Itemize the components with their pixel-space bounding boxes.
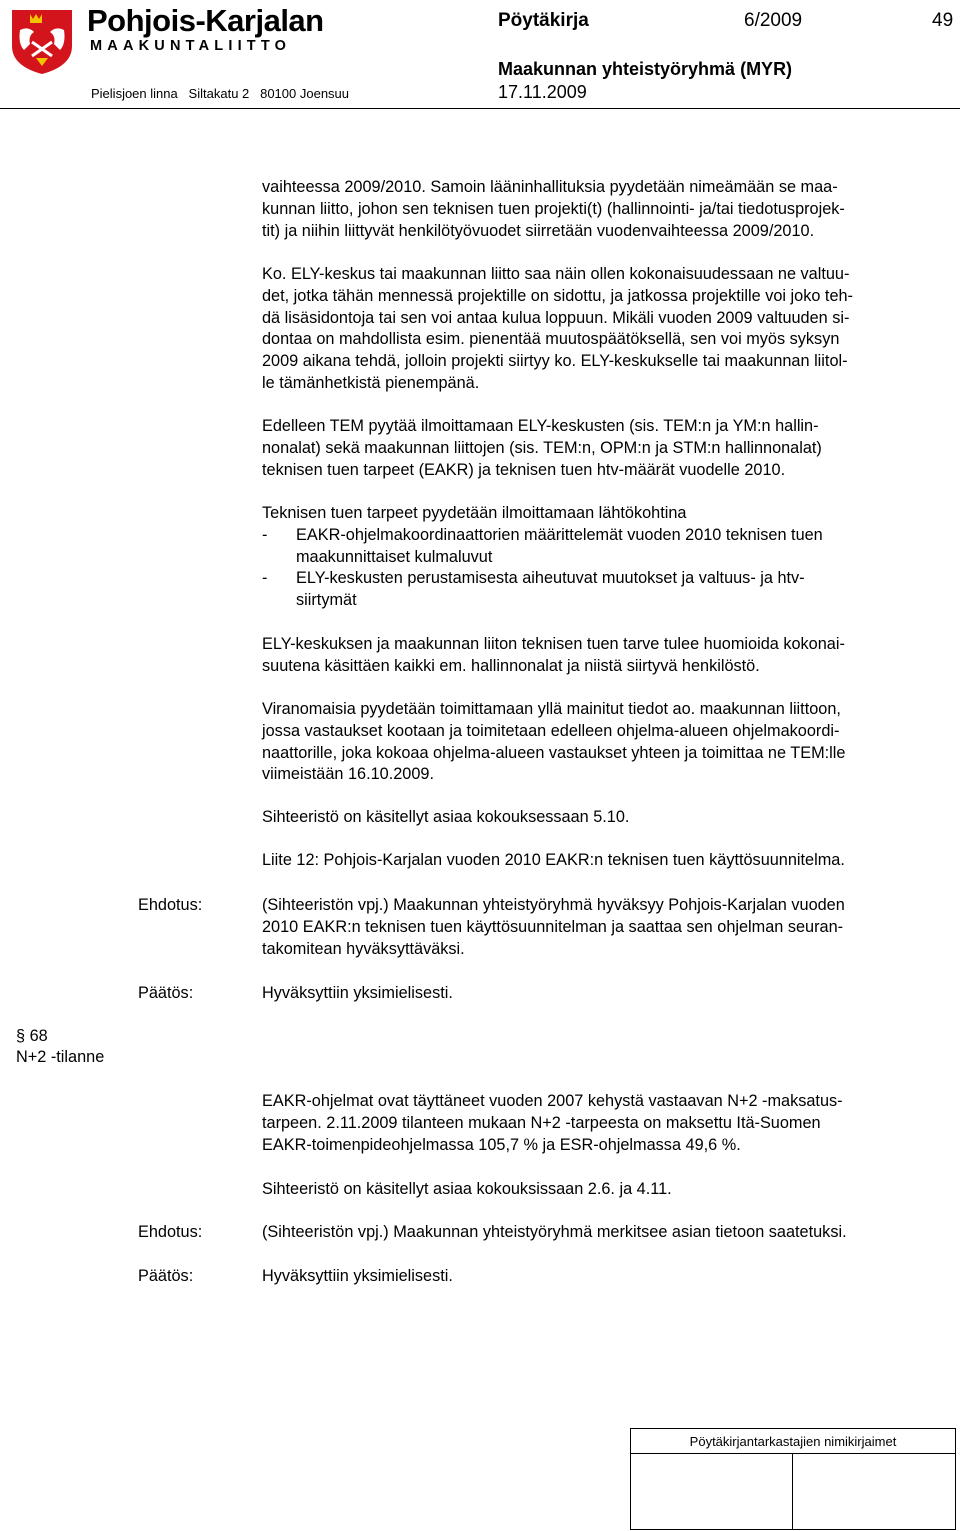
text-line: naattorille, joka kokoaa ohjelma-alueen vastaukset yhteen ja toimittaa ne TEM:lle bbox=[262, 743, 846, 762]
text-line: det, jotka tähän mennessä projektille on sidottu, ja jatkossa projektille voi joko teh- bbox=[262, 286, 853, 305]
document-type: Pöytäkirja bbox=[498, 10, 589, 31]
text-line: Viranomaisia pyydetään toimittamaan yllä mainitut tiedot ao. maakunnan liittoon, bbox=[262, 700, 841, 718]
text-line: viimeistään 16.10.2009. bbox=[262, 765, 434, 784]
paragraph-5 bbox=[262, 634, 845, 678]
list-dash: - bbox=[262, 525, 268, 544]
list-item bbox=[262, 568, 823, 590]
text-line: maakunnittaiset kulmaluvut bbox=[296, 547, 493, 566]
paragraph-2 bbox=[262, 264, 853, 395]
header-divider bbox=[0, 108, 960, 109]
ehdotus-label: Ehdotus: bbox=[138, 1223, 203, 1241]
proposal-1 bbox=[262, 895, 845, 960]
text-line: nonalat) sekä maakunnan liittojen (sis. TEM:n, OPM:n ja STM:n hallinnonalat) bbox=[262, 438, 822, 457]
text-line: kunnan liitto, johon sen teknisen tuen projekti(t) (hallinnointi- ja/tai tiedotusprojek- bbox=[262, 199, 845, 218]
decision-2 bbox=[262, 1266, 453, 1288]
text-line: jossa vastaukset kootaan ja toimitetaan edelleen ohjelma-alueen ohjelmakoordi- bbox=[262, 721, 840, 740]
text-line: (Sihteeristön vpj.) Maakunnan yhteistyöryhmä merkitsee asian tietoon saatetuksi. bbox=[262, 1223, 847, 1241]
text-line: Hyväksyttiin yksimielisesti. bbox=[262, 984, 453, 1002]
paragraph-9 bbox=[262, 1091, 843, 1156]
org-subtitle: MAAKUNTALIITTO bbox=[90, 38, 292, 54]
text-line: Ko. ELY-keskus tai maakunnan liitto saa näin ollen kokonaisuudessaan ne valtuu- bbox=[262, 265, 850, 283]
text-line: vaihteessa 2009/2010. Samoin lääninhallituksia pyydetään nimeämään se maa- bbox=[262, 178, 838, 196]
attachment-note bbox=[262, 850, 845, 872]
text-line: dä lisäsidontoja tai sen voi antaa kulua loppuun. Mikäli vuoden 2009 valtuuden si- bbox=[262, 308, 850, 327]
text-line: siirtymät bbox=[296, 591, 357, 610]
text-line: Edelleen TEM pyytää ilmoittamaan ELY-keskusten (sis. TEM:n ja YM:n hallin- bbox=[262, 417, 819, 435]
signature-cell[interactable] bbox=[793, 1454, 956, 1530]
section-number: § 68 bbox=[16, 1027, 48, 1045]
ehdotus-label: Ehdotus: bbox=[138, 896, 203, 914]
org-address: Pielisjoen linna Siltakatu 2 80100 Joensuu bbox=[91, 86, 350, 101]
text-line: suutena käsittäen kaikki em. hallinnonalat ja niistä siirtyvä henkilöstö. bbox=[262, 656, 760, 675]
decision-1 bbox=[262, 983, 453, 1005]
text-line: tarpeen. 2.11.2009 tilanteen mukaan N+2 -tarpeesta on maksettu Itä-Suomen bbox=[262, 1113, 821, 1132]
paatos-label: Päätös: bbox=[138, 1267, 194, 1285]
text-line: EAKR-toimenpideohjelmassa 105,7 % ja ESR-ohjelmassa 49,6 %. bbox=[262, 1135, 741, 1154]
paragraph-1 bbox=[262, 177, 845, 242]
text-line: dontaa on mahdollista esim. pienentää muutospäätöksellä, sen voi myös syksyn bbox=[262, 330, 840, 349]
paragraph-10 bbox=[262, 1179, 672, 1201]
text-line: (Sihteeristön vpj.) Maakunnan yhteistyöryhmä hyväksyy Pohjois-Karjalan vuoden bbox=[262, 896, 845, 914]
text-line: ELY-keskusten perustamisesta aiheutuvat muutokset ja valtuus- ja htv- bbox=[296, 569, 805, 588]
paatos-label: Päätös: bbox=[138, 984, 194, 1002]
signature-heading: Pöytäkirjantarkastajien nimikirjaimet bbox=[631, 1429, 956, 1454]
meeting-title: Maakunnan yhteistyöryhmä (MYR) bbox=[498, 59, 793, 79]
text-line: 2010 EAKR:n teknisen tuen käyttösuunnitelman ja saattaa sen ohjelman seuran- bbox=[262, 917, 844, 936]
text-line: le tämänhetkistä pienempänä. bbox=[262, 373, 480, 392]
meeting-date: 17.11.2009 bbox=[498, 82, 587, 102]
page-number: 49 bbox=[932, 10, 954, 31]
paragraph-4 bbox=[262, 503, 823, 612]
list-dash: - bbox=[262, 569, 268, 588]
text-line: Hyväksyttiin yksimielisesti. bbox=[262, 1267, 453, 1285]
section-title: N+2 -tilanne bbox=[16, 1048, 105, 1066]
text-line: EAKR-ohjelmakoordinaattorien määrittelemät vuoden 2010 teknisen tuen bbox=[296, 525, 823, 544]
paragraph-7 bbox=[262, 807, 629, 829]
paragraph-3 bbox=[262, 416, 822, 481]
text-line: ELY-keskuksen ja maakunnan liiton teknisen tuen tarve tulee huomioida kokonai- bbox=[262, 635, 845, 653]
text-line: takomitean hyväksyttäväksi. bbox=[262, 939, 465, 958]
text-line: tit) ja niihin liittyvät henkilötyövuodet siirretään vuodenvaihteessa 2009/2010. bbox=[262, 221, 815, 240]
text-line: teknisen tuen tarpeet (EAKR) ja teknisen tuen htv-määrät vuodelle 2010. bbox=[262, 460, 786, 479]
text-line: Sihteeristö on käsitellyt asiaa kokouksessaan 5.10. bbox=[262, 808, 630, 826]
text-line: Liite 12: Pohjois-Karjalan vuoden 2010 EAKR:n teknisen tuen käyttösuunnitelma. bbox=[262, 851, 845, 869]
proposal-2 bbox=[262, 1222, 847, 1244]
document-number: 6/2009 bbox=[744, 10, 803, 31]
text-line: Sihteeristö on käsitellyt asiaa kokouksissaan 2.6. ja 4.11. bbox=[262, 1180, 672, 1198]
signature-box bbox=[630, 1428, 956, 1530]
text-line: Teknisen tuen tarpeet pyydetään ilmoittamaan lähtökohtina bbox=[262, 504, 687, 522]
list-item bbox=[262, 525, 823, 547]
signature-cell[interactable] bbox=[631, 1454, 793, 1530]
org-name: Pohjois-Karjalan bbox=[87, 3, 324, 38]
text-line: 2009 aikana tehdä, jolloin projekti siirtyy ko. ELY-keskukselle tai maakunnan liitol- bbox=[262, 352, 848, 371]
paragraph-6 bbox=[262, 699, 845, 786]
text-line: EAKR-ohjelmat ovat täyttäneet vuoden 2007 kehystä vastaavan N+2 -maksatus- bbox=[262, 1092, 843, 1110]
coat-of-arms-logo bbox=[10, 8, 74, 76]
